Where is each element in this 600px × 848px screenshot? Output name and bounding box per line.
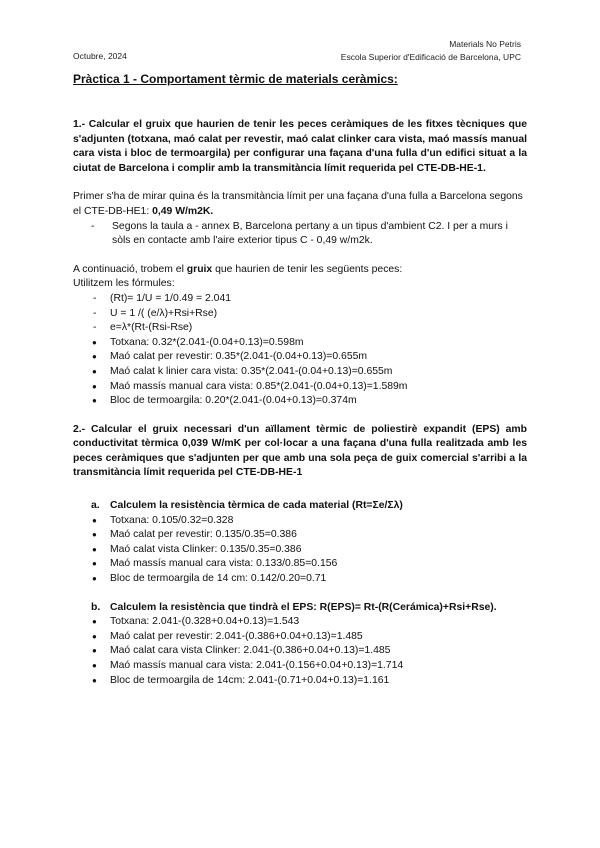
list-item: ● Maó calat per revestir: 0.135/0.35=0.386 — [73, 528, 527, 543]
list-item: ● Maó massís manual cara vista: 0.133/0.85=0.156 — [73, 557, 527, 572]
header-date: Octubre, 2024 — [73, 51, 127, 61]
q2-b-letter: b. — [91, 601, 101, 613]
list-item: ● Maó massís manual cara vista: 0.85*(2.041-(0.04+0.13)=1.589m — [73, 380, 527, 395]
list-item: ● Bloc de termoargila: 0.20*(2.041-(0.04+0.13)=0.374m — [73, 394, 527, 409]
q2-b-heading — [73, 601, 527, 616]
list-item: ● Maó calat cara vista Clinker: 2.041-(0.386+0.04+0.13)=1.485 — [73, 644, 527, 659]
formula-item: - U = 1 /( (e/λ)+Rsi+Rse) — [73, 307, 527, 322]
q2-a-heading-text: Calculem la resistència tèrmica de cada material (Rt=Σe/Σλ) — [110, 500, 403, 512]
q1-note-list — [73, 220, 527, 249]
q1-results-list — [73, 336, 527, 409]
list-item: ● Bloc de termoargila de 14cm: 2.041-(0.71+0.04+0.13)=1.161 — [73, 674, 527, 689]
q1-intro — [73, 190, 527, 219]
list-item: ● Totxana: 2.041-(0.328+0.04+0.13)=1.543 — [73, 615, 527, 630]
formula-item: - e=λ*(Rt-(Rsi-Rse) — [73, 321, 527, 336]
formula-text: U = 1 /( (e/λ)+Rsi+Rse) — [110, 307, 218, 319]
header-school: Escola Superior d'Edificació de Barcelona, UPC — [340, 52, 521, 62]
list-item: ● Maó calat k linier cara vista: 0.35*(2.041-(0.04+0.13)=0.655m — [73, 365, 527, 380]
q1-continue-bold: gruix — [186, 263, 213, 275]
formula-text: e=λ*(Rt-(Rsi-Rse) — [110, 322, 193, 334]
q1-intro-text: Primer s'ha de mirar quina és la transmitància límit per una façana d'una fulla a Barcelona segons el CTE-DB-HE1: — [73, 191, 523, 217]
q2-a-heading — [73, 499, 527, 514]
list-item: ● Maó calat per revestir: 2.041-(0.386+0.04+0.13)=1.485 — [73, 630, 527, 645]
list-item: ● Maó calat vista Clinker: 0.135/0.35=0.386 — [73, 543, 527, 558]
q1-intro-value: 0,49 W/m2K. — [152, 205, 214, 217]
q2-b-list — [73, 615, 527, 688]
list-item: ● Bloc de termoargila de 14 cm: 0.142/0.20=0.71 — [73, 572, 527, 587]
formulas-label: Utilitzem les fórmules: — [73, 278, 175, 290]
list-item: ● Maó massís manual cara vista: 2.041-(0.156+0.04+0.13)=1.714 — [73, 659, 527, 674]
q1-continue-pre: A continuació, trobem el — [73, 263, 187, 275]
question-1: 1.- Calcular el gruix que haurien de tenir les peces ceràmiques de les fitxes tècniques que s'adjunten (totxana, maó calat per revestir, maó calat clinker cara vista, maó massís manual cara vista i bloc de termoargila) per configurar una façana d'una fulla d'un edifici situat a la ciutat de Barcelona i complir amb la transmitància límit requerida pel CTE-DB-HE-1. — [73, 119, 527, 174]
list-item: ● Totxana: 0.32*(2.041-(0.04+0.13)=0.598m — [73, 336, 527, 351]
q1-continue-post: que haurien de tenir les següents peces: — [212, 263, 403, 275]
header-author: Materials No Petris — [449, 39, 521, 49]
list-item: ● Maó calat per revestir: 0.35*(2.041-(0.04+0.13)=0.655m — [73, 350, 527, 365]
q2-a-list — [73, 514, 527, 587]
q2-a-letter: a. — [91, 500, 100, 512]
formula-list — [73, 292, 527, 336]
question-2: 2.- Calcular el gruix necessari d'un aïllament tèrmic de poliestirè expandit (EPS) amb conductivitat tèrmica 0,039 W/mK per col·locar a una façana d'una fulla realitzada amb les peces ceràmiques que s'adjunten per que amb una sola peça de guix comercial s'arribi a la transmitància límit requerida pel CTE-DB-HE-1 — [73, 423, 527, 479]
page-header-right — [341, 38, 521, 64]
page-title: Pràctica 1 - Comportament tèrmic de materials ceràmics: — [73, 72, 398, 86]
q2-b-heading-text: Calculem la resistència que tindrà el EPS: R(EPS)= Rt-(R(Cerámica)+Rsi+Rse). — [110, 601, 497, 613]
q1-continue — [73, 263, 527, 278]
formula-text: (Rt)= 1/U = 1/0.49 = 2.041 — [110, 292, 232, 304]
document-body — [73, 118, 527, 688]
q1-note-text: Segons la taula a - annex B, Barcelona pertany a un tipus d'ambient C2. I per a murs i sòls en contacte amb l'aire exterior tipus C - 0,49 w/m2k. — [112, 220, 508, 247]
formula-item: - (Rt)= 1/U = 1/0.49 = 2.041 — [73, 292, 527, 307]
list-item: ● Totxana: 0.105/0.32=0.328 — [73, 514, 527, 529]
q1-note-item: - Segons la taula a - annex B, Barcelona pertany a un tipus d'ambient C2. I per a murs i sòls en contacte amb l'aire exterior tipus C - 0,49 w/m2k. — [73, 220, 527, 249]
